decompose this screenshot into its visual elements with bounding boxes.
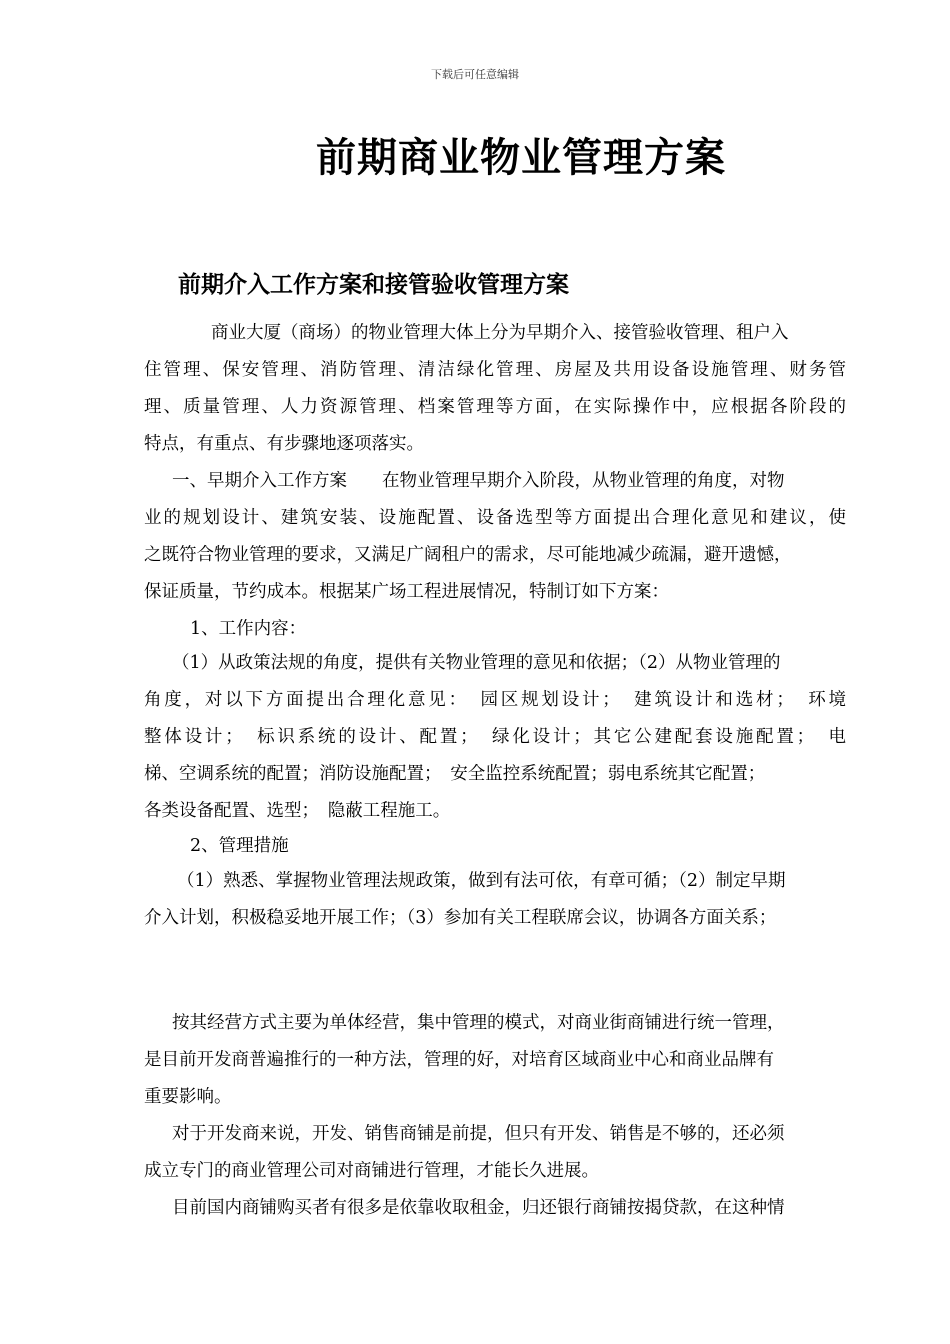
paragraph-line: 对于开发商来说，开发、销售商铺是前提，但只有开发、销售是不够的，还必须 xyxy=(172,1124,785,1144)
paragraph-line: 目前国内商铺购买者有很多是依靠收取租金，归还银行商铺按揭贷款，在这种情 xyxy=(172,1198,785,1218)
paragraph-line: 按其经营方式主要为单体经营，集中管理的模式，对商业街商铺进行统一管理， xyxy=(172,1013,785,1033)
paragraph-line: （1）熟悉、掌握物业管理法规政策，做到有法可依，有章可循；（2）制定早期 xyxy=(177,871,786,891)
paragraph-line: （1）从政策法规的角度，提供有关物业管理的意见和依据；（2）从物业管理的 xyxy=(172,653,781,673)
paragraph-line: 理、质量管理、人力资源管理、档案管理等方面，在实际操作中，应根据各阶段的 xyxy=(144,397,846,417)
section-title: 前期介入工作方案和接管验收管理方案 xyxy=(178,271,569,298)
document-title: 前期商业物业管理方案 xyxy=(316,134,726,181)
paragraph-line: 住管理、保安管理、消防管理、清洁绿化管理、房屋及共用设备设施管理、财务管 xyxy=(144,360,846,380)
paragraph-line: 一、早期介入工作方案 在物业管理早期介入阶段，从物业管理的角度，对物 xyxy=(172,471,785,491)
paragraph-line: 成立专门的商业管理公司对商铺进行管理，才能长久进展。 xyxy=(144,1161,599,1181)
paragraph-line: 业的规划设计、建筑安装、设施配置、设备选型等方面提出合理化意见和建议，使 xyxy=(144,508,846,528)
paragraph-line: 保证质量，节约成本。根据某广场工程进展情况，特制订如下方案： xyxy=(144,582,669,602)
paragraph-line: 商业大厦（商场）的物业管理大体上分为早期介入、接管验收管理、租户入 xyxy=(211,323,789,343)
paragraph-line: 重要影响。 xyxy=(144,1087,232,1107)
paragraph-line: 之既符合物业管理的要求，又满足广阔租户的需求，尽可能地减少疏漏，避开遗憾， xyxy=(144,545,792,565)
paragraph-line: 是目前开发商普遍推行的一种方法，管理的好，对培育区域商业中心和商业品牌有 xyxy=(144,1050,774,1070)
paragraph-line: 角度，对以下方面提出合理化意见： 园区规划设计； 建筑设计和选材； 环境 xyxy=(144,690,846,710)
paragraph-line: 各类设备配置、选型； 隐蔽工程施工。 xyxy=(144,801,451,821)
header-note: 下载后可任意编辑 xyxy=(431,68,519,81)
paragraph-line: 整体设计； 标识系统的设计、配置； 绿化设计；其它公建配套设施配置； 电 xyxy=(144,727,846,747)
list-heading: 1、工作内容： xyxy=(190,619,307,639)
paragraph-line: 梯、空调系统的配置；消防设施配置； 安全监控系统配置；弱电系统其它配置； xyxy=(144,764,766,784)
paragraph-line: 介入计划，积极稳妥地开展工作；（3）参加有关工程联席会议，协调各方面关系； xyxy=(144,908,777,928)
list-heading: 2、管理措施 xyxy=(190,836,289,856)
paragraph-line: 特点，有重点、有步骤地逐项落实。 xyxy=(144,434,424,454)
